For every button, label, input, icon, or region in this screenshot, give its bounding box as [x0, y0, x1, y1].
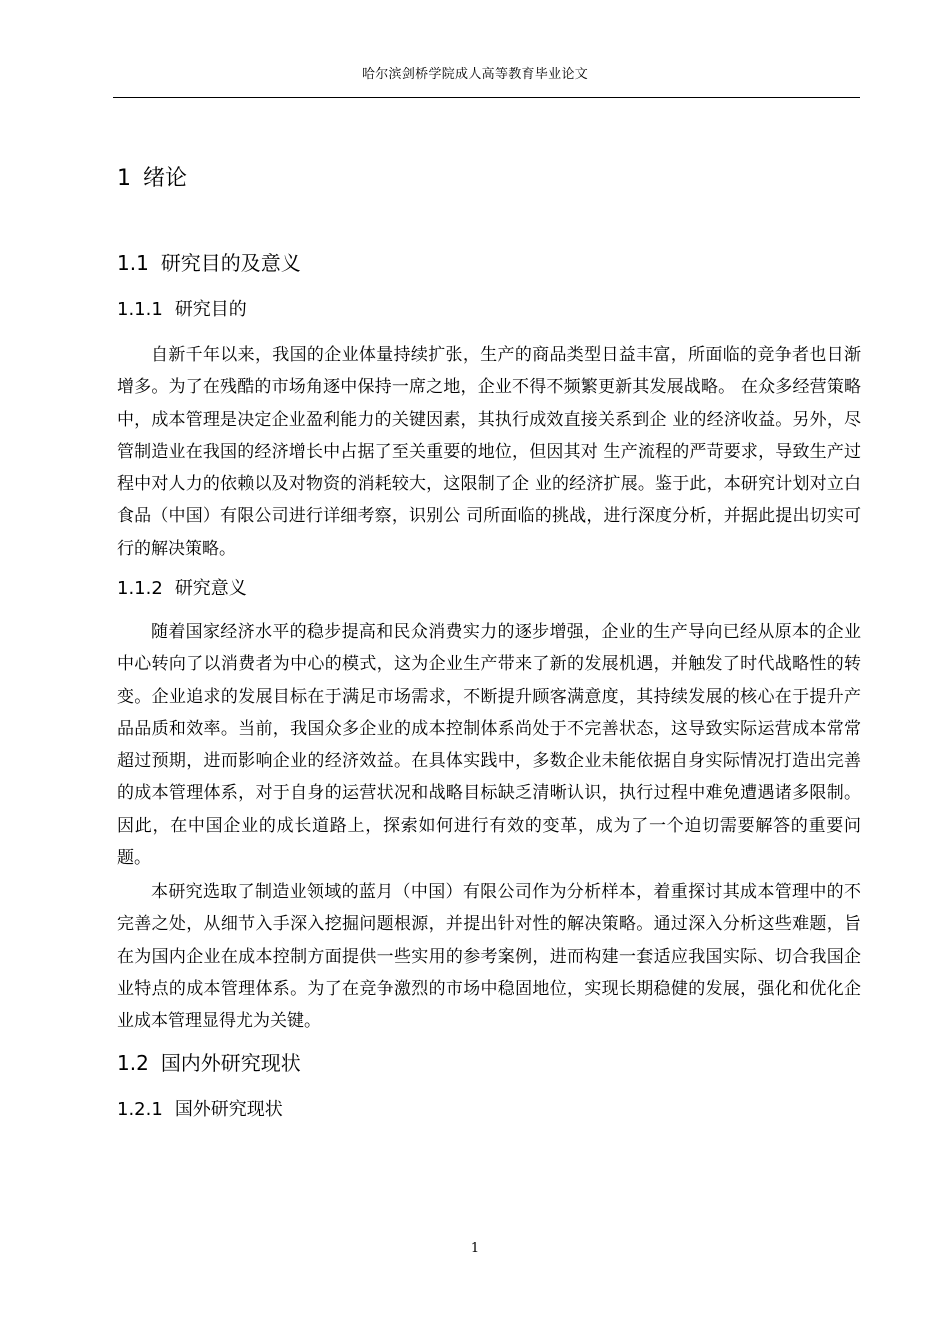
section-title: 国内外研究现状 — [160, 1051, 301, 1075]
page-number: 1 — [470, 1241, 480, 1256]
paragraph-research-purpose: 自新千年以来，我国的企业体量持续扩张，生产的商品类型日益丰富，所面临的竞争者也日渐增多。为了在残酷的市场角逐中保持一席之地，企业不得不频繁更新其发展战略。 在众多经营策略中，成本管理是决定企业盈利能力的关键因素，其执行成效直接关系到企 业的经济收益。另外，尽管制造业在我国的经济增长中占据了至关重要的地位，但因其对 生产流程的严苛要求，导致生产过程中对人力的依赖以及对物资的消耗较大，这限制了企 业的经济扩展。鉴于此，本研究计划对立白食品（中国）有限公司进行详细考察，识别公 司所面临的挑战，进行深度分析，并据此提出切实可行的解决策略。 — [117, 345, 861, 559]
subsection-title: 国外研究现状 — [174, 1099, 283, 1120]
subsection-heading-1-1-2 — [117, 576, 247, 602]
section-title: 研究目的及意义 — [160, 251, 301, 275]
subsection-number: 1.1.1 — [117, 299, 163, 320]
section-number: 1.1 — [117, 251, 149, 275]
chapter-heading — [117, 164, 187, 194]
section-heading-1-2 — [117, 1049, 301, 1077]
subsection-number: 1.1.2 — [117, 578, 163, 599]
subsection-number: 1.2.1 — [117, 1099, 163, 1120]
header-divider — [113, 97, 860, 98]
subsection-title: 研究目的 — [174, 299, 247, 320]
chapter-number: 1 — [117, 166, 131, 191]
section-heading-1-1 — [117, 249, 301, 277]
subsection-heading-1-1-1 — [117, 297, 247, 323]
chapter-title: 绪论 — [143, 166, 188, 191]
paragraph-research-significance-2: 本研究选取了制造业领域的蓝月（中国）有限公司作为分析样本，着重探讨其成本管理中的不完善之处，从细节入手深入挖掘问题根源，并提出针对性的解决策略。通过深入分析这些难题，旨在为国内企业在成本控制方面提供一些实用的参考案例，进而构建一套适应我国实际、切合我国企业特点的成本管理体系。为了在竞争激烈的市场中稳固地位，实现长期稳健的发展，强化和优化企业成本管理显得尤为关键。 — [117, 882, 861, 1032]
subsection-heading-1-2-1 — [117, 1097, 283, 1123]
running-header: 哈尔滨剑桥学院成人高等教育毕业论文 — [361, 67, 589, 82]
paragraph-research-significance-1: 随着国家经济水平的稳步提高和民众消费实力的逐步增强，企业的生产导向已经从原本的企业中心转向了以消费者为中心的模式，这为企业生产带来了新的发展机遇，并触发了时代战略性的转变。企业追求的发展目标在于满足市场需求，不断提升顾客满意度，其持续发展的核心在于提升产品品质和效率。当前，我国众多企业的成本控制体系尚处于不完善状态，这导致实际运营成本常常超过预期，进而影响企业的经济效益。在具体实践中，多数企业未能依据自身实际情况打造出完善的成本管理体系，对于自身的运营状况和战略目标缺乏清晰认识，执行过程中难免遭遇诸多限制。因此，在中国企业的成长道路上，探索如何进行有效的变革，成为了一个迫切需要解答的重要问题。 — [117, 622, 861, 869]
subsection-title: 研究意义 — [174, 578, 247, 599]
section-number: 1.2 — [117, 1051, 149, 1075]
